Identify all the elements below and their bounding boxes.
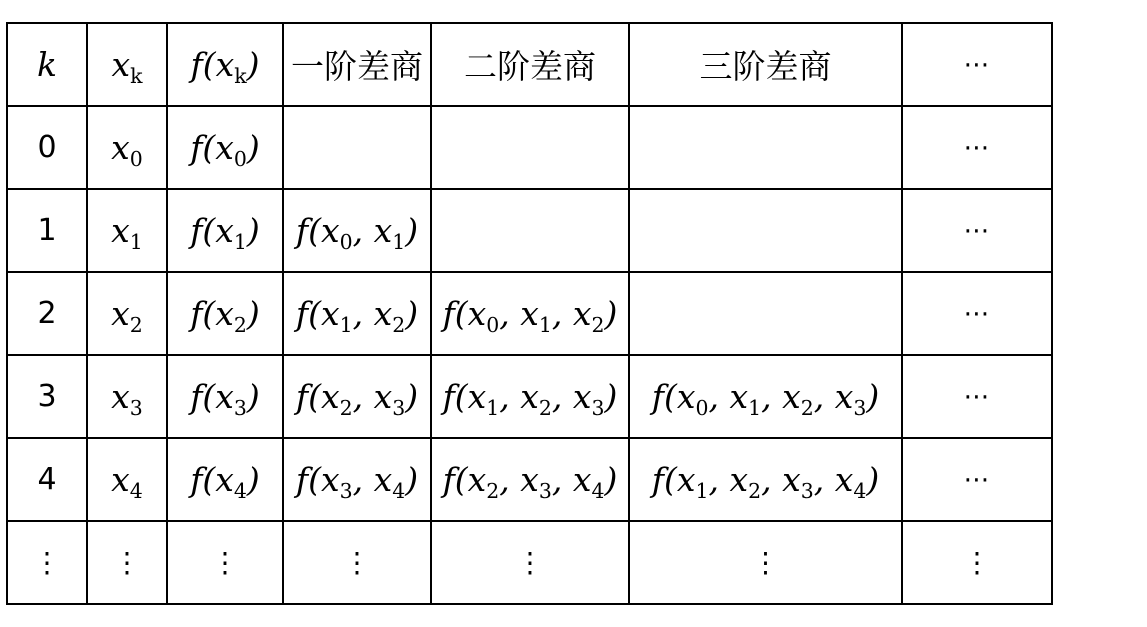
cell-x (87, 106, 167, 189)
cell-x-value: $x_1$ (111, 211, 143, 255)
cell-k (7, 189, 87, 272)
table-row (7, 272, 1052, 355)
cell-d2 (431, 189, 629, 272)
table-row-continuation (7, 521, 1052, 604)
header-third-order (629, 23, 902, 106)
cell-d3 (629, 106, 902, 189)
cell-more-value: ⋯ (963, 381, 991, 412)
cell-fx-value: $f(x_3)$ (190, 377, 260, 421)
cell-d2-value: $f(x_1$, $x_2$, $x_3$) (442, 377, 618, 421)
cell-d2 (431, 106, 629, 189)
cell-x-value: $x_0$ (111, 128, 143, 172)
cell-d2-value: $f(x_2$, $x_3$, $x_4$) (442, 460, 618, 504)
cell-x-value: $x_4$ (111, 460, 143, 504)
cell-k (7, 272, 87, 355)
cell-k-value: 2 (37, 296, 57, 331)
header-second-order-label: 二阶差商 (464, 47, 596, 86)
cell-more (902, 106, 1052, 189)
vertical-ellipsis: ⋮ (751, 546, 780, 579)
cell-fx (167, 272, 283, 355)
divided-difference-table (6, 22, 1053, 605)
cell-d2 (431, 355, 629, 438)
cell-k-value: 3 (37, 379, 57, 414)
header-second-order (431, 23, 629, 106)
cell-x-value: $x_3$ (111, 377, 143, 421)
table-row (7, 106, 1052, 189)
cell-d1 (283, 189, 431, 272)
cell-k-value: 1 (37, 213, 57, 248)
header-k-label: k (37, 45, 57, 84)
header-more (902, 23, 1052, 106)
cell-x (87, 189, 167, 272)
table-row (7, 189, 1052, 272)
cell-d1-value: $f(x_0$, $x_1$) (295, 211, 419, 255)
cell-x-value: $x_2$ (111, 294, 143, 338)
cell-d1-value: $f(x_3$, $x_4$) (295, 460, 419, 504)
cell-more (902, 355, 1052, 438)
cell-d1 (283, 272, 431, 355)
cell-d1 (283, 438, 431, 521)
cell-d2 (431, 438, 629, 521)
cell-fx-value: $f(x_4)$ (190, 460, 260, 504)
cell-more-value: ⋯ (963, 215, 991, 246)
cell-fx-value: $f(x_2)$ (190, 294, 260, 338)
cell-k (7, 106, 87, 189)
cell-fx (167, 438, 283, 521)
cell-d2-value: $f(x_0$, $x_1$, $x_2$) (442, 294, 618, 338)
cell-x (87, 521, 167, 604)
cell-d3-value: $f(x_1$, $x_2$, $x_3$, $x_4$) (651, 460, 880, 504)
cell-fx (167, 106, 283, 189)
cell-more (902, 189, 1052, 272)
cell-d1-value: $f(x_2$, $x_3$) (295, 377, 419, 421)
vertical-ellipsis: ⋮ (113, 546, 141, 579)
cell-more-value: ⋯ (963, 464, 991, 495)
cell-fx (167, 355, 283, 438)
cell-d3 (629, 438, 902, 521)
cell-k (7, 355, 87, 438)
cell-fx (167, 521, 283, 604)
cell-more-value: ⋯ (963, 298, 991, 329)
cell-d3 (629, 355, 902, 438)
cell-x (87, 355, 167, 438)
cell-k (7, 438, 87, 521)
cell-d3 (629, 521, 902, 604)
cell-k-value: 4 (37, 462, 57, 497)
header-first-order-label: 一阶差商 (291, 47, 423, 86)
cell-more (902, 521, 1052, 604)
header-fxk-label: $f(x_k)$ (190, 45, 260, 89)
vertical-ellipsis: ⋮ (343, 546, 371, 579)
header-xk-label: $x_k$ (111, 45, 143, 89)
vertical-ellipsis: ⋮ (211, 546, 239, 579)
header-k (7, 23, 87, 106)
header-fxk (167, 23, 283, 106)
header-xk (87, 23, 167, 106)
cell-k-value: 0 (37, 130, 57, 165)
cell-d2 (431, 521, 629, 604)
cell-fx-value: $f(x_1)$ (190, 211, 260, 255)
table-header-row (7, 23, 1052, 106)
cell-fx (167, 189, 283, 272)
cell-d1 (283, 355, 431, 438)
header-more-label: ⋯ (963, 49, 991, 80)
vertical-ellipsis: ⋮ (33, 546, 61, 579)
cell-d1 (283, 521, 431, 604)
cell-more (902, 272, 1052, 355)
cell-d3-value: $f(x_0$, $x_1$, $x_2$, $x_3$) (651, 377, 880, 421)
header-third-order-label: 三阶差商 (699, 47, 832, 86)
cell-d3 (629, 189, 902, 272)
cell-x (87, 438, 167, 521)
table-row (7, 355, 1052, 438)
header-first-order (283, 23, 431, 106)
table-row (7, 438, 1052, 521)
cell-x (87, 272, 167, 355)
vertical-ellipsis: ⋮ (516, 546, 544, 579)
cell-d1 (283, 106, 431, 189)
cell-d2 (431, 272, 629, 355)
cell-d1-value: $f(x_1$, $x_2$) (295, 294, 419, 338)
cell-more (902, 438, 1052, 521)
cell-d3 (629, 272, 902, 355)
vertical-ellipsis: ⋮ (963, 546, 991, 579)
cell-more-value: ⋯ (963, 132, 991, 163)
cell-fx-value: $f(x_0)$ (190, 128, 260, 172)
cell-k (7, 521, 87, 604)
